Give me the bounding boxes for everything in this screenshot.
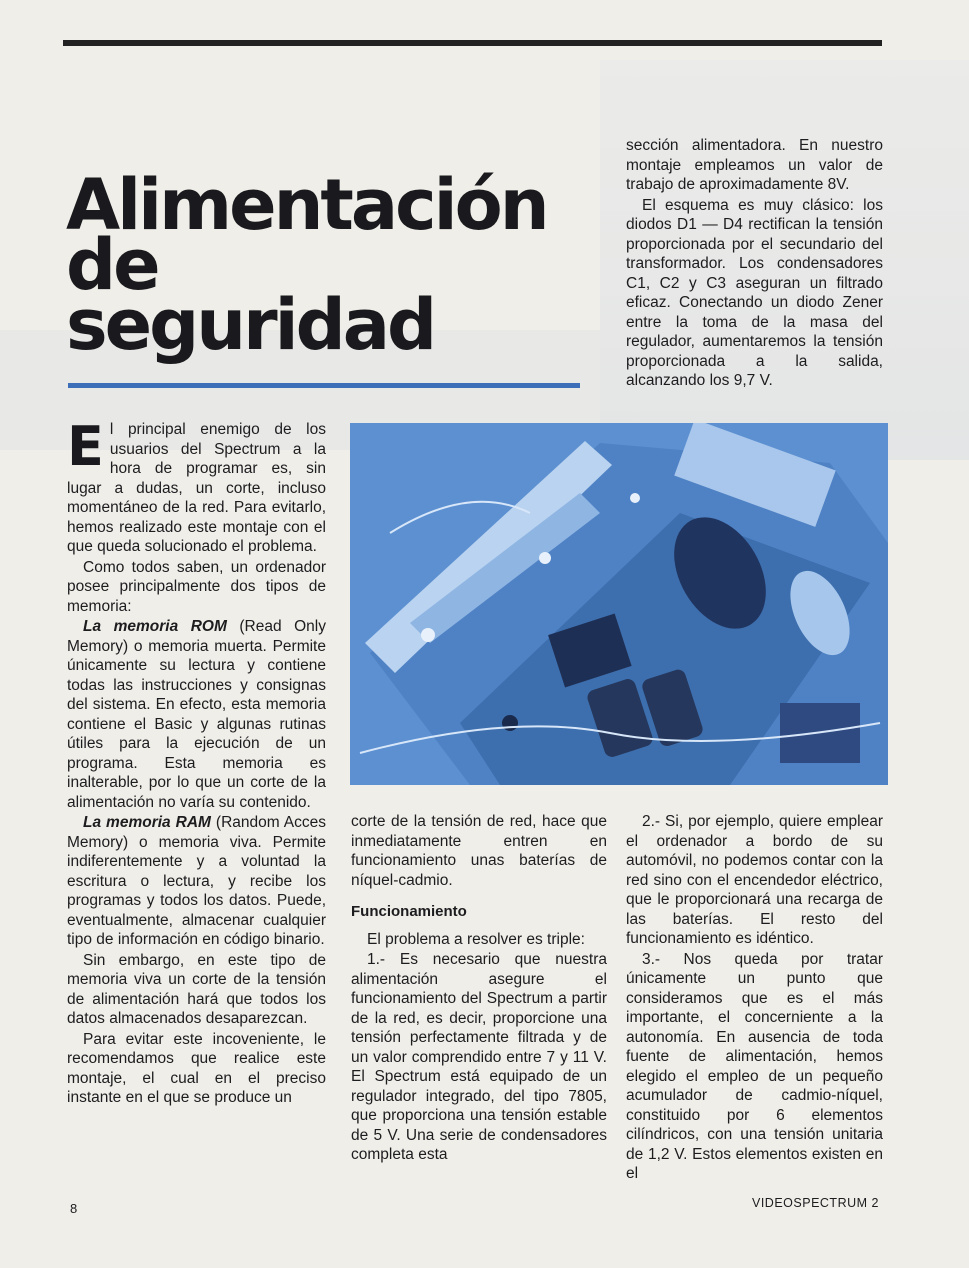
paragraph-ram xyxy=(67,813,326,950)
column-3-top xyxy=(626,136,883,392)
circuit-board-illustration xyxy=(350,423,888,785)
column-2 xyxy=(351,812,607,1166)
intro-paragraph xyxy=(67,415,326,557)
paragraph: 2.- Si, por ejemplo, quiere emplear el ordenador a bordo de su automóvil, no podemos contar con la red sino con el encendedor eléctrico, que le proporcionará una recarga de las baterías. El resto del funcionamiento es idéntico. xyxy=(626,813,883,947)
ram-lead: La memoria RAM xyxy=(83,814,211,831)
rom-text: (Read Only Memory) o memoria muerta. Permite únicamente su lectura y contiene todas las instrucciones y consignas del sistema. En efecto, esta memoria contiene el Basic y algunas rutinas útiles para la ejecución de un programa. Esta memoria es inalterable, por lo que un corte de la alimentación no varía su contenido. xyxy=(67,618,326,811)
column-3-bottom xyxy=(626,812,883,1185)
paragraph: Sin embargo, en este tipo de memoria viva un corte de la tensión de alimentación hará que todos los datos almacenados desaparezcan. xyxy=(67,951,326,1027)
title-line-1: Alimentación xyxy=(66,164,547,246)
ram-text: (Random Acces Memory) o memoria viva. Permite indiferentemente y a voluntad la escritura o lectura, y recibe los programas y todos los datos. Puede, eventualmente, almacenar cualquier tipo de información en código binario. xyxy=(67,814,326,948)
top-rule xyxy=(63,40,882,46)
paragraph: El esquema es muy clásico: los diodos D1 — D4 rectifican la tensión proporcionada por el secundario del transformador. Los condensadores C1, C2 y C3 aseguran un filtrado eficaz. Conectando un diodo Zener entre la toma de la masa del regulador, aumentaremos la tensión proporcionada a la salida, alcanzando los 9,7 V. xyxy=(626,196,883,389)
title-line-3: seguridad xyxy=(66,284,435,366)
paragraph: corte de la tensión de red, hace que inmediatamente entren en funcionamiento unas baterías de níquel-cadmio. xyxy=(351,813,607,889)
rom-lead: La memoria ROM xyxy=(83,618,227,635)
circuit-board-photo xyxy=(350,423,888,785)
section-heading: Funcionamiento xyxy=(351,903,467,920)
paragraph: Como todos saben, un ordenador posee principalmente dos tipos de memoria: xyxy=(67,558,326,615)
title-line-2: de xyxy=(66,224,158,306)
paragraph: 3.- Nos queda por tratar únicamente un punto que consideramos que es el más importante, el concerniente a la autonomía. En ausencia de toda fuente de alimentación, hemos elegido el empleo de un pequeño acumulador de cadmio-níquel, constituido por 6 elementos cilíndricos, con una tensión unitaria de 1,2 V. Estos elementos existen en el xyxy=(626,950,883,1182)
paragraph: El problema a resolver es triple: xyxy=(367,930,585,948)
column-1 xyxy=(67,415,326,1109)
paragraph: sección alimentadora. En nuestro montaje empleamos un valor de trabajo de aproximadamente 8V. xyxy=(626,137,883,193)
intro-text: l principal enemigo de los usuarios del Spectrum a la hora de programar es, sin lugar a dudas, un corte, incluso momentáneo de la red. Para evitarlo, hemos realizado este montaje con el que queda solucionado el problema. xyxy=(67,421,326,555)
paragraph: Para evitar este incoveniente, le recomendamos que realice este montaje, el cual en el preciso instante en el que se produce un xyxy=(67,1030,326,1106)
title-underline xyxy=(68,383,580,388)
article-title xyxy=(66,164,586,366)
page-number: 8 xyxy=(70,1201,78,1216)
paragraph: 1.- Es necesario que nuestra alimentación asegure el funcionamiento del Spectrum a partir de la red, es decir, proporcione una tensión perfectamente filtrada y de un valor comprendido entre 7 y 11 V. El Spectrum está equipado de un regulador integrado, del tipo 7805, que proporciona una tensión estable de 5 V. Una serie de condensadores completa esta xyxy=(351,951,607,1163)
paragraph-rom xyxy=(67,617,326,812)
drop-cap: E xyxy=(67,415,104,478)
publication-footer: VIDEOSPECTRUM 2 xyxy=(752,1196,879,1210)
